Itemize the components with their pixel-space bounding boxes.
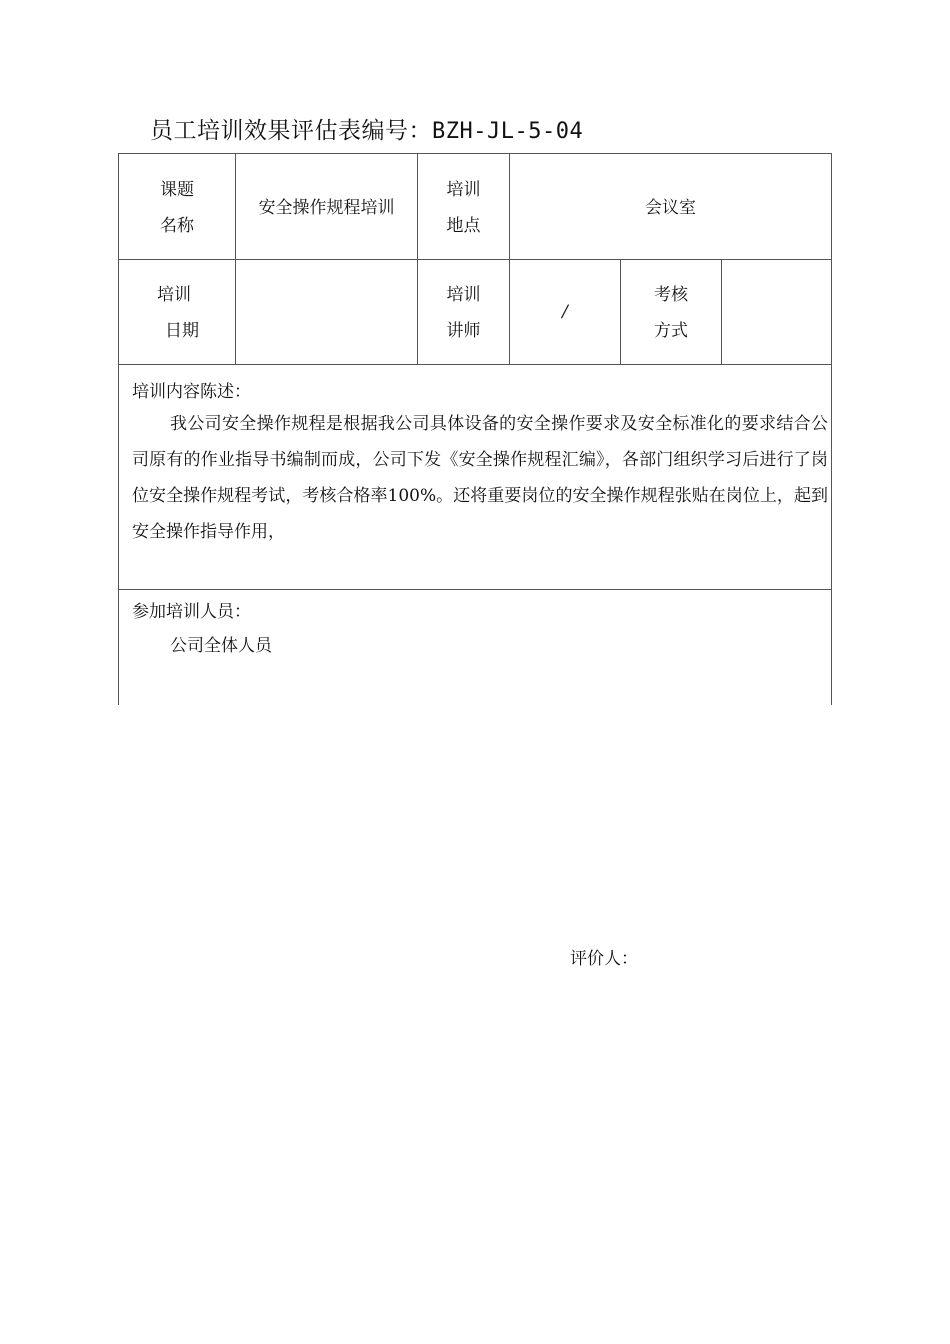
- evaluator-label: 评价人：: [570, 949, 638, 969]
- location-label: [418, 172, 509, 244]
- lecturer-label: [418, 277, 509, 349]
- lecturer-value: /: [562, 302, 568, 322]
- document-code: BZH-JL-5-04: [432, 119, 584, 144]
- table-col-divider-5: [721, 259, 722, 364]
- content-label: 培训内容陈述：: [132, 382, 251, 402]
- topic-label-line1: 课题: [160, 180, 194, 200]
- date-label: [119, 277, 235, 349]
- assessment-label: [621, 277, 721, 349]
- participants-value: 公司全体人员: [170, 636, 272, 656]
- date-label-line1: 培训: [157, 285, 191, 305]
- lecturer-label-line1: 培训: [446, 285, 481, 305]
- location-label-line1: 培训: [446, 180, 481, 200]
- topic-label: [119, 172, 235, 244]
- participants-label: 参加培训人员：: [132, 602, 251, 622]
- content-text: 我公司安全操作规程是根据我公司具体设备的安全操作要求及安全标准化的要求结合公司原有的作业指导书编制而成，公司下发《安全操作规程汇编》，各部门组织学习后进行了岗位安全操作规程考试，考核合格率100%。还将重要岗位的安全操作规程张贴在岗位上，起到安全操作指导作用，: [132, 414, 828, 542]
- table-col-divider-1: [235, 153, 236, 364]
- table-row-divider-2: [118, 364, 832, 365]
- topic-value: 安全操作规程培训: [258, 198, 395, 218]
- location-value: 会议室: [645, 198, 696, 218]
- location-label-line2: 地点: [446, 216, 481, 236]
- table-border-top: [118, 153, 832, 154]
- table-row-divider-1: [118, 259, 832, 260]
- table-col-divider-3: [509, 153, 510, 364]
- table-row-divider-3: [118, 589, 832, 590]
- assessment-label-line1: 考核: [654, 285, 688, 305]
- table-border-right: [831, 153, 832, 705]
- topic-label-line2: 名称: [160, 216, 194, 236]
- lecturer-label-line2: 讲师: [446, 321, 481, 341]
- document-title-text: 员工培训效果评估表编号：: [150, 118, 432, 144]
- document-title: [150, 112, 583, 145]
- assessment-label-line2: 方式: [654, 321, 688, 341]
- date-label-line2: 日期: [165, 321, 199, 341]
